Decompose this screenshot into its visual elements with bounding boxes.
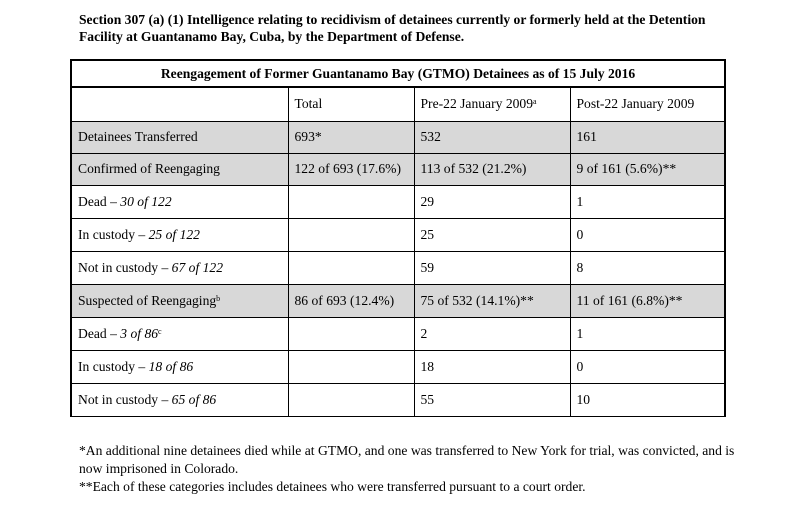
table-row <box>71 218 725 251</box>
cell-pre: 532 <box>414 121 570 153</box>
table-row <box>71 383 725 416</box>
cell-pre: 55 <box>414 383 570 416</box>
reengagement-table <box>70 59 726 417</box>
cell-pre: 59 <box>414 251 570 284</box>
cell-total: 122 of 693 (17.6%) <box>288 153 414 185</box>
cell-post: 161 <box>570 121 725 153</box>
header-post: Post-22 January 2009 <box>570 87 725 121</box>
row-label-count: 67 of 122 <box>171 259 224 275</box>
cell-post: 8 <box>570 251 725 284</box>
cell-total: 86 of 693 (12.4%) <box>288 284 414 317</box>
cell-total <box>288 218 414 251</box>
cell-pre: 29 <box>414 185 570 218</box>
row-label-text: Suspected of Reengaging <box>78 292 217 308</box>
row-label-count: 65 of 86 <box>171 391 217 407</box>
table-row <box>71 251 725 284</box>
row-label-count: 25 of 122 <box>148 226 200 242</box>
section-heading <box>79 11 759 45</box>
table-row <box>71 121 725 153</box>
row-label-count: 3 of 86 <box>120 325 159 341</box>
header-pre-footnote: a <box>533 97 537 107</box>
row-label <box>71 251 288 284</box>
footnotes <box>79 442 759 496</box>
row-label-text: Dead – <box>78 193 121 209</box>
row-label-footnote: c <box>158 326 162 336</box>
cell-pre: 18 <box>414 350 570 383</box>
cell-pre: 25 <box>414 218 570 251</box>
cell-post: 1 <box>570 317 725 350</box>
table-row <box>71 317 725 350</box>
table-title: Reengagement of Former Guantanamo Bay (GTMO) Detainees as of 15 July 2016 <box>71 60 725 87</box>
row-label-text: Not in custody – <box>78 391 172 407</box>
table-row <box>71 350 725 383</box>
table-row <box>71 185 725 218</box>
row-label <box>71 383 288 416</box>
cell-post: 0 <box>570 218 725 251</box>
heading-line-1: Section 307 (a) (1) Intelligence relating to recidivism of detainees currently or formerly held at the Detention <box>79 12 706 27</box>
cell-post: 1 <box>570 185 725 218</box>
cell-post: 11 of 161 (6.8%)** <box>570 284 725 317</box>
heading-line-2: Facility at Guantanamo Bay, Cuba, by the Department of Defense. <box>79 29 465 44</box>
cell-post: 10 <box>570 383 725 416</box>
header-total: Total <box>288 87 414 121</box>
cell-total <box>288 383 414 416</box>
row-label <box>71 185 288 218</box>
cell-total <box>288 350 414 383</box>
cell-total <box>288 251 414 284</box>
cell-total: 693* <box>288 121 414 153</box>
row-label <box>71 350 288 383</box>
header-blank-cell <box>71 87 288 121</box>
row-label <box>71 218 288 251</box>
cell-pre: 2 <box>414 317 570 350</box>
row-label <box>71 284 288 317</box>
cell-pre: 75 of 532 (14.1%)** <box>414 284 570 317</box>
table-row <box>71 153 725 185</box>
table-row <box>71 284 725 317</box>
header-pre <box>414 87 570 121</box>
cell-post: 0 <box>570 350 725 383</box>
footnote-1: *An additional nine detainees died while at GTMO, and one was transferred to New York for trial, was convicted, and is now imprisoned in Colorado. <box>79 443 735 476</box>
row-label-count: 30 of 122 <box>120 193 172 209</box>
row-label-text: In custody – <box>78 358 149 374</box>
row-label-text: Dead – <box>78 325 121 341</box>
row-label <box>71 317 288 350</box>
row-label-text: Not in custody – <box>78 259 172 275</box>
cell-total <box>288 317 414 350</box>
row-label-text: In custody – <box>78 226 149 242</box>
row-label-footnote: b <box>216 293 221 303</box>
row-label: Confirmed of Reengaging <box>71 153 288 185</box>
row-label: Detainees Transferred <box>71 121 288 153</box>
header-pre-text: Pre-22 January 2009 <box>420 96 534 112</box>
cell-total <box>288 185 414 218</box>
cell-pre: 113 of 532 (21.2%) <box>414 153 570 185</box>
cell-post: 9 of 161 (5.6%)** <box>570 153 725 185</box>
footnote-2: **Each of these categories includes detainees who were transferred pursuant to a court order. <box>79 479 586 494</box>
row-label-count: 18 of 86 <box>148 358 194 374</box>
